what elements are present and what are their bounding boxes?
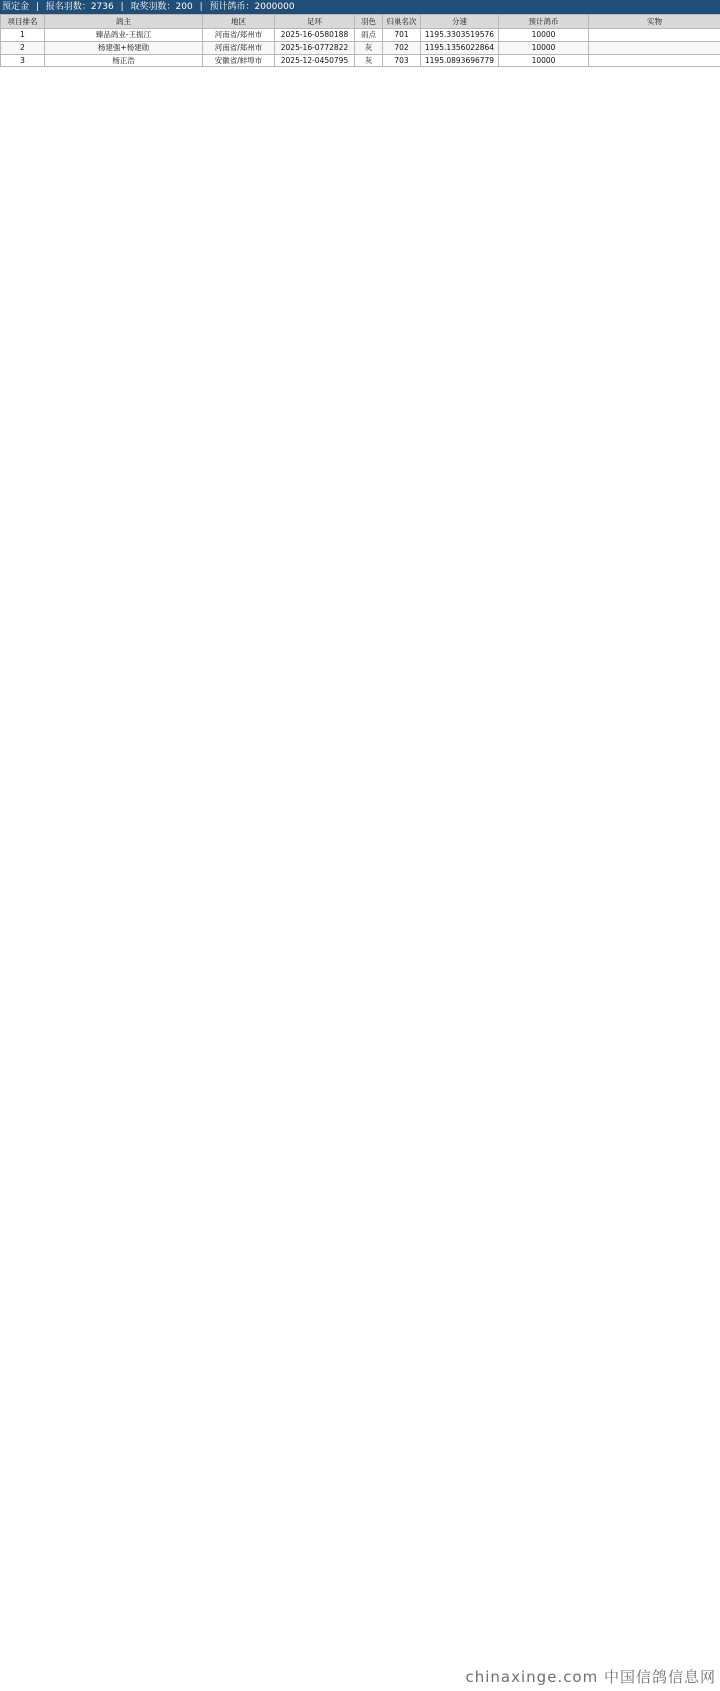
header-rank: 项目排名 xyxy=(1,15,45,29)
owner-cell: 杨正浩 xyxy=(45,54,203,67)
region-cell: 安徽省/蚌埠市 xyxy=(203,54,275,67)
color-cell: 灰 xyxy=(355,41,383,54)
ranking-body xyxy=(1,29,720,67)
header-prize: 实物 xyxy=(589,15,720,29)
ranking-table xyxy=(0,14,720,67)
prize-cell xyxy=(589,54,720,67)
rank-cell: 1 xyxy=(1,29,45,42)
ring-cell: 2025-16-0772822 xyxy=(275,41,355,54)
speed-cell: 1195.0893696779 xyxy=(421,54,499,67)
header-ring: 足环 xyxy=(275,15,355,29)
coins-cell: 10000 xyxy=(499,41,589,54)
site-watermark: chinaxinge.com 中国信鸽信息网 xyxy=(465,1668,716,1686)
ring-cell: 2025-16-0580188 xyxy=(275,29,355,42)
header-color: 羽色 xyxy=(355,15,383,29)
winners-count: 取奖羽数：200 xyxy=(130,2,193,12)
table-header-row xyxy=(1,15,720,29)
ring-cell: 2025-12-0450795 xyxy=(275,54,355,67)
speed-cell: 1195.3303519576 xyxy=(421,29,499,42)
table-row xyxy=(1,29,720,42)
prize-cell xyxy=(589,41,720,54)
header-region: 地区 xyxy=(203,15,275,29)
coins-cell: 10000 xyxy=(499,54,589,67)
summary-banner: 预定金 | 报名羽数：2736 | 取奖羽数：200 | 预计鸽币：2000000 xyxy=(0,0,720,14)
header-homing-order: 归巢名次 xyxy=(383,15,421,29)
header-coins: 预计鸽币 xyxy=(499,15,589,29)
header-speed: 分速 xyxy=(421,15,499,29)
rank-cell: 3 xyxy=(1,54,45,67)
homing-order-cell: 701 xyxy=(383,29,421,42)
coin-pool: 预计鸽币：2000000 xyxy=(209,2,295,12)
prize-cell xyxy=(589,29,720,42)
color-cell: 雨点 xyxy=(355,29,383,42)
region-cell: 河南省/郑州市 xyxy=(203,41,275,54)
coins-cell: 10000 xyxy=(499,29,589,42)
homing-order-cell: 702 xyxy=(383,41,421,54)
entries-count: 报名羽数：2736 xyxy=(45,2,114,12)
header-owner: 鸽主 xyxy=(45,15,203,29)
table-row xyxy=(1,54,720,67)
owner-cell: 杨建强+杨建勋 xyxy=(45,41,203,54)
table-row xyxy=(1,41,720,54)
homing-order-cell: 703 xyxy=(383,54,421,67)
deposit-label: 预定金 xyxy=(2,2,30,12)
region-cell: 河南省/郑州市 xyxy=(203,29,275,42)
owner-cell: 臻品鸽业-王振江 xyxy=(45,29,203,42)
speed-cell: 1195.1356022864 xyxy=(421,41,499,54)
rank-cell: 2 xyxy=(1,41,45,54)
color-cell: 灰 xyxy=(355,54,383,67)
